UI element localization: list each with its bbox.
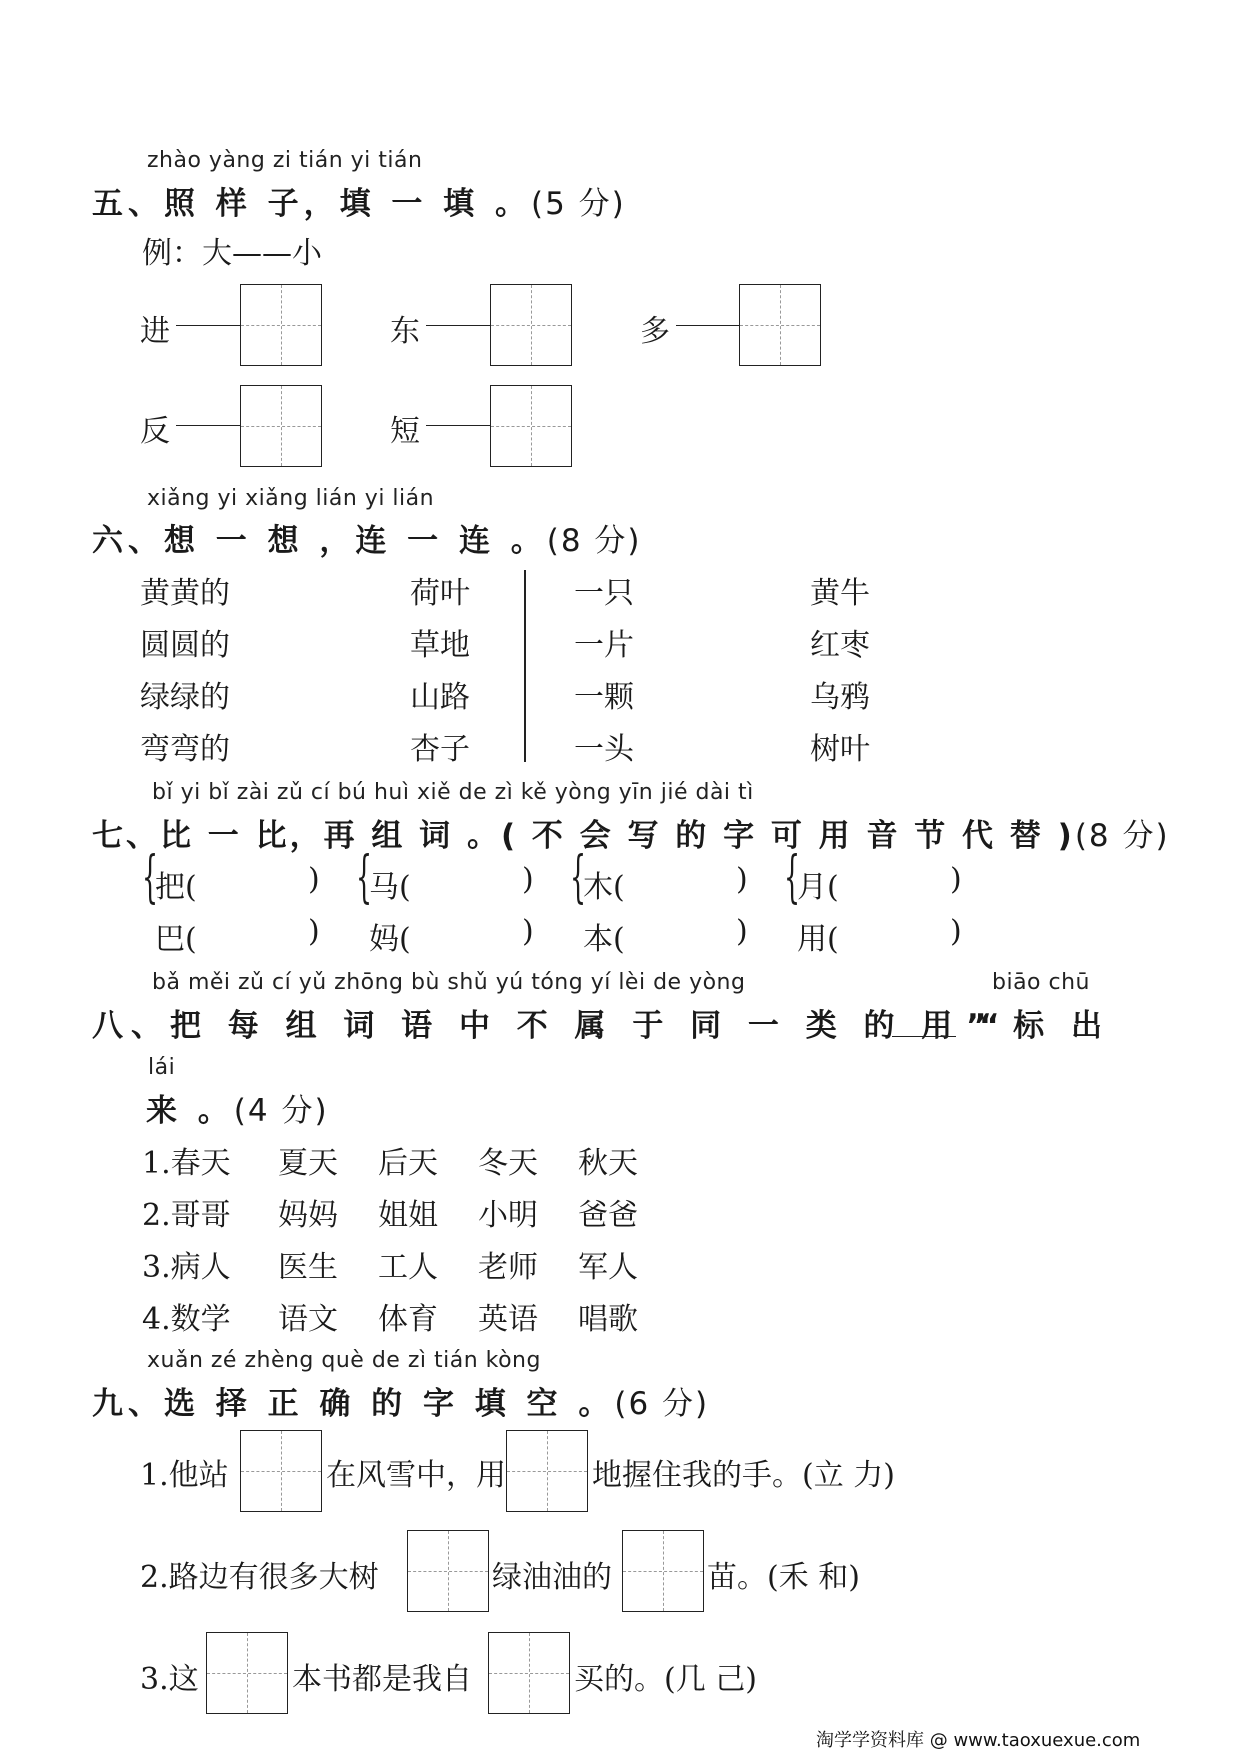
- s7-close-1-bottom: ): [308, 914, 320, 949]
- s8-row-3-word-2[interactable]: 医生: [278, 1250, 338, 1285]
- s6-noun-3[interactable]: 山路: [410, 680, 470, 715]
- s8-title-line2: 来 。: [146, 1093, 234, 1129]
- s9-q2-box-1[interactable]: [407, 1530, 489, 1612]
- s9-q2-text-c: 苗。(禾 和): [707, 1560, 860, 1595]
- s5-dash-1: [176, 325, 242, 326]
- s8-row-2-word-1[interactable]: 2.哥哥: [142, 1198, 231, 1233]
- s7-pinyin: bǐ yi bǐ zài zǔ cí bú huì xiě de zì kě yòng yīn jié dài tì: [152, 780, 754, 805]
- s8-row-1-word-2[interactable]: 夏天: [278, 1146, 338, 1181]
- s5-dash-5: [426, 425, 492, 426]
- s7-close-3-bottom: ): [736, 914, 748, 949]
- s8-score: (4 分): [233, 1093, 329, 1129]
- s9-title: 选 择 正 确 的 字 填 空 。: [164, 1386, 615, 1422]
- s6-noun-4[interactable]: 杏子: [410, 732, 470, 767]
- s6-measure-4[interactable]: 一头: [574, 732, 634, 767]
- s7-close-1-top: ): [308, 862, 320, 897]
- s8-row-3-word-3[interactable]: 工人: [378, 1250, 438, 1285]
- s9-q2-text-b: 绿油油的: [492, 1560, 612, 1595]
- s6-measure-1[interactable]: 一只: [574, 576, 634, 611]
- s6-measure-3[interactable]: 一颗: [574, 680, 634, 715]
- s9-q3-box-2[interactable]: [488, 1632, 570, 1714]
- s8-row-2-word-2[interactable]: 妈妈: [278, 1198, 338, 1233]
- s8-heading: [92, 1000, 1007, 1045]
- s5-item-1: 进: [140, 314, 170, 349]
- s8-row-4-word-5[interactable]: 唱歌: [578, 1302, 638, 1337]
- s9-q3-text-a: 3.这: [140, 1662, 199, 1697]
- s8-row-3-word-4[interactable]: 老师: [478, 1250, 538, 1285]
- s6-object-3[interactable]: 乌鸦: [810, 680, 870, 715]
- s7-close-3-top: ): [736, 862, 748, 897]
- s5-answer-box-5[interactable]: [490, 385, 572, 467]
- s7-close-2-top: ): [522, 862, 534, 897]
- s6-heading: [92, 515, 642, 560]
- s5-dash-4: [176, 425, 242, 426]
- s6-object-2[interactable]: 红枣: [810, 628, 870, 663]
- s9-q2-box-2[interactable]: [622, 1530, 704, 1612]
- s5-answer-box-1[interactable]: [240, 284, 322, 366]
- s8-row-1-word-4[interactable]: 冬天: [478, 1146, 538, 1181]
- s8-row-1-word-5[interactable]: 秋天: [578, 1146, 638, 1181]
- s8-pinyin: bǎ měi zǔ cí yǔ zhōng bù shǔ yú tóng yí lèi de yòng: [152, 970, 746, 995]
- s8-row-2-word-3[interactable]: 姐姐: [378, 1198, 438, 1233]
- s6-adj-4[interactable]: 弯弯的: [140, 732, 230, 767]
- s8-row-1-word-1[interactable]: 1.春天: [142, 1146, 231, 1181]
- s8-row-2-word-4[interactable]: 小明: [478, 1198, 538, 1233]
- s8-row-2-word-5[interactable]: 爸爸: [578, 1198, 638, 1233]
- s8-row-4-word-4[interactable]: 英语: [478, 1302, 538, 1337]
- s8-pinyin-2: biāo chū: [992, 970, 1090, 995]
- s9-q3-text-b: 本书都是我自: [292, 1662, 472, 1697]
- s6-adj-2[interactable]: 圆圆的: [140, 628, 230, 663]
- s7-number: 七、: [92, 818, 160, 854]
- s6-noun-2[interactable]: 草地: [410, 628, 470, 663]
- s8-pinyin-3: lái: [148, 1055, 176, 1080]
- s8-number: 八、: [92, 1008, 170, 1044]
- s5-answer-box-3[interactable]: [739, 284, 821, 366]
- s6-object-4[interactable]: 树叶: [810, 732, 870, 767]
- s8-row-4-word-3[interactable]: 体育: [378, 1302, 438, 1337]
- s7-score: (8 分): [1074, 818, 1170, 854]
- s6-measure-2[interactable]: 一片: [574, 628, 634, 663]
- s5-heading: [92, 178, 626, 223]
- s7-word-1-bottom: 巴(: [155, 922, 197, 957]
- s5-answer-box-2[interactable]: [490, 284, 572, 366]
- s5-item-5: 短: [390, 414, 420, 449]
- s5-answer-box-4[interactable]: [240, 385, 322, 467]
- s6-score: (8 分): [546, 523, 642, 559]
- s5-example: 例：大——小: [142, 236, 322, 271]
- s6-divider: [524, 570, 526, 762]
- s6-number: 六、: [92, 523, 164, 559]
- s6-object-1[interactable]: 黄牛: [810, 576, 870, 611]
- s9-score: (6 分): [614, 1386, 710, 1422]
- s6-adj-1[interactable]: 黄黄的: [140, 576, 230, 611]
- s5-dash-2: [426, 325, 492, 326]
- s6-noun-1[interactable]: 荷叶: [410, 576, 470, 611]
- s8-heading-line2: [146, 1085, 329, 1130]
- s8-row-3-word-5[interactable]: 军人: [578, 1250, 638, 1285]
- s8-underline-sample: [892, 1036, 956, 1037]
- s7-word-2-bottom: 妈(: [369, 922, 411, 957]
- s5-score: (5 分): [530, 186, 626, 222]
- s9-q1-box-1[interactable]: [240, 1430, 322, 1512]
- s8-row-1-word-3[interactable]: 后天: [378, 1146, 438, 1181]
- s7-word-3-bottom: 本(: [583, 922, 625, 957]
- s8-row-3-word-1[interactable]: 3.病人: [142, 1250, 231, 1285]
- s5-dash-3: [676, 325, 742, 326]
- s7-brace-3: {: [570, 845, 587, 910]
- s6-pinyin: xiǎng yi xiǎng lián yi lián: [147, 486, 435, 511]
- s5-number: 五、: [92, 186, 164, 222]
- footer-watermark: 淘学学资料库 @ www.taoxuexue.com: [816, 1730, 1141, 1751]
- s7-brace-2: {: [356, 845, 373, 910]
- s9-q3-box-1[interactable]: [206, 1632, 288, 1714]
- s7-close-4-top: ): [950, 862, 962, 897]
- s9-heading: [92, 1378, 709, 1423]
- s7-title: 比 一 比，再 组 词 。( 不 会 写 的 字 可 用 音 节 代 替 ): [160, 818, 1075, 854]
- s6-adj-3[interactable]: 绿绿的: [140, 680, 230, 715]
- s7-heading: [92, 810, 1170, 855]
- s7-word-2-top: 马(: [369, 870, 411, 905]
- s8-heading-cont: ” 标 出: [966, 1008, 1110, 1044]
- s9-number: 九、: [92, 1386, 164, 1422]
- s6-title: 想 一 想 ，连 一 连 。: [164, 523, 547, 559]
- s9-q3-text-c: 买的。(几 己): [574, 1662, 757, 1697]
- s7-word-4-bottom: 用(: [797, 922, 839, 957]
- s8-row-4-word-1[interactable]: 4.数学: [142, 1302, 231, 1337]
- s5-item-3: 多: [640, 314, 670, 349]
- s7-word-1-top: 把(: [155, 870, 197, 905]
- s5-pinyin: zhào yàng zi tián yi tián: [147, 148, 423, 173]
- s9-q1-text-c: 地握住我的手。(立 力): [592, 1458, 895, 1493]
- s9-pinyin: xuǎn zé zhèng què de zì tián kòng: [147, 1348, 541, 1373]
- s9-q1-text-a: 1.他站: [140, 1458, 229, 1493]
- s8-title: 把 每 组 词 语 中 不 属 于 同 一 类 的 用 “: [170, 1008, 1008, 1044]
- s7-word-4-top: 月(: [797, 870, 839, 905]
- s7-brace-4: {: [784, 845, 801, 910]
- s7-close-2-bottom: ): [522, 914, 534, 949]
- s5-title: 照 样 子，填 一 填 。: [164, 186, 531, 222]
- s7-word-3-top: 木(: [583, 870, 625, 905]
- s7-close-4-bottom: ): [950, 914, 962, 949]
- s7-brace-1: {: [142, 845, 159, 910]
- s9-q2-text-a: 2.路边有很多大树: [140, 1560, 379, 1595]
- s8-row-4-word-2[interactable]: 语文: [278, 1302, 338, 1337]
- s9-q1-box-2[interactable]: [506, 1430, 588, 1512]
- s9-q1-text-b: 在风雪中，用: [326, 1458, 506, 1493]
- s5-item-4: 反: [140, 414, 170, 449]
- s5-item-2: 东: [390, 314, 420, 349]
